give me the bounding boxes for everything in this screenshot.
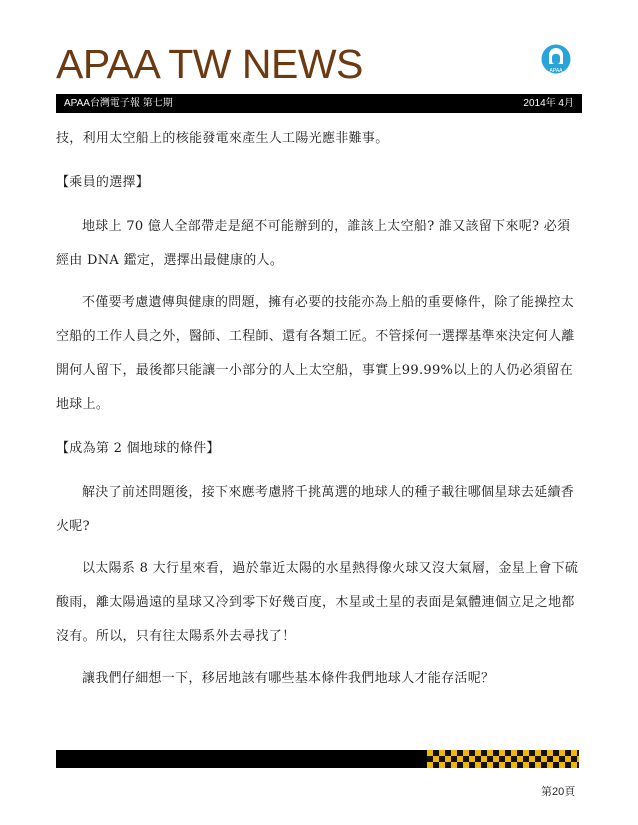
issue-label: APAA台灣電子報 第七期 xyxy=(64,98,173,109)
checker-square xyxy=(457,762,463,768)
checker-square xyxy=(427,762,433,768)
checker-square xyxy=(523,762,529,768)
checker-square xyxy=(517,756,523,762)
checker-square xyxy=(505,756,511,762)
checker-square xyxy=(571,756,577,762)
newsletter-title: APAA TW NEWS xyxy=(56,41,363,87)
checker-square xyxy=(517,762,523,768)
checker-square xyxy=(463,762,469,768)
checker-square xyxy=(493,756,499,762)
checker-square xyxy=(463,756,469,762)
checker-square xyxy=(547,750,553,756)
logo-text: APAA xyxy=(549,68,563,74)
checker-square xyxy=(535,762,541,768)
checker-square xyxy=(529,750,535,756)
checker-square xyxy=(517,750,523,756)
checker-square xyxy=(469,756,475,762)
apaa-logo-icon xyxy=(541,43,571,77)
checker-square xyxy=(493,750,499,756)
checker-square xyxy=(445,756,451,762)
checker-square xyxy=(505,762,511,768)
article-body xyxy=(56,122,582,704)
issue-date: 2014年 4月 xyxy=(523,98,574,109)
checker-square xyxy=(493,762,499,768)
checker-square xyxy=(487,762,493,768)
checker-square xyxy=(469,762,475,768)
checker-square xyxy=(433,756,439,762)
checker-square xyxy=(529,756,535,762)
checker-square xyxy=(547,756,553,762)
checker-square xyxy=(559,756,565,762)
checker-square xyxy=(571,750,577,756)
checker-square xyxy=(571,762,577,768)
checker-square xyxy=(523,750,529,756)
checker-square xyxy=(577,762,579,768)
checker-square xyxy=(481,756,487,762)
checker-square xyxy=(481,762,487,768)
checker-square xyxy=(427,756,433,762)
checker-square xyxy=(433,762,439,768)
checker-square xyxy=(475,750,481,756)
checker-square xyxy=(577,750,579,756)
checker-square xyxy=(535,750,541,756)
checker-square xyxy=(451,750,457,756)
checker-square xyxy=(499,762,505,768)
checker-square xyxy=(565,750,571,756)
checker-square xyxy=(439,762,445,768)
checker-square xyxy=(535,756,541,762)
checker-square xyxy=(439,756,445,762)
checker-square xyxy=(481,750,487,756)
paragraph-planet-1: 解決了前述問題後，接下來應考慮將千挑萬選的地球人的種子載往哪個星球去延續香火呢? xyxy=(56,485,575,534)
checker-square xyxy=(547,762,553,768)
checker-square xyxy=(475,756,481,762)
checker-square xyxy=(541,750,547,756)
checker-square xyxy=(439,750,445,756)
checker-square xyxy=(553,762,559,768)
checker-square xyxy=(475,762,481,768)
checker-square xyxy=(433,750,439,756)
page-number: 第20頁 xyxy=(541,786,576,798)
checker-square xyxy=(451,756,457,762)
section-heading-planet: 【成為第 2 個地球的條件】 xyxy=(56,441,220,456)
checker-square xyxy=(499,750,505,756)
checker-square xyxy=(463,750,469,756)
checker-square xyxy=(559,762,565,768)
intro-line: 技，利用太空船上的核能發電來產生人工陽光應非難事。 xyxy=(56,131,389,146)
checker-square xyxy=(565,756,571,762)
checker-square xyxy=(427,750,433,756)
paragraph-planet-3: 讓我們仔細想一下，移居地該有哪些基本條件我們地球人才能存活呢？ xyxy=(82,671,495,686)
checker-square xyxy=(529,762,535,768)
checker-square xyxy=(577,756,579,762)
header-bar xyxy=(56,94,582,113)
checker-square xyxy=(553,750,559,756)
paragraph-planet-2: 以太陽系 8 大行星來看，過於靠近太陽的水星熱得像火球又沒大氣層，金星上會下硫酸雨，離太陽過遠的星球又冷到零下好幾百度，木星或土星的表面是氣體連個立足之地都沒有。所以，只有往太陽系外去尋找了！ xyxy=(56,561,579,644)
checker-square xyxy=(511,750,517,756)
checker-square xyxy=(559,750,565,756)
checker-square xyxy=(523,756,529,762)
checker-square xyxy=(487,750,493,756)
checker-square xyxy=(457,750,463,756)
checker-square xyxy=(541,756,547,762)
checker-square xyxy=(451,762,457,768)
footer-bar xyxy=(56,750,427,768)
checkered-pattern xyxy=(427,750,579,768)
checker-square xyxy=(445,762,451,768)
checker-square xyxy=(541,762,547,768)
paragraph-crew-1: 地球上 70 億人全部帶走是絕不可能辦到的，誰該上太空船? 誰又該留下來呢? 必須經由 DNA 鑑定，選擇出最健康的人。 xyxy=(56,219,571,268)
checker-square xyxy=(505,750,511,756)
checker-square xyxy=(511,756,517,762)
paragraph-crew-2: 不僅要考慮遺傳與健康的問題，擁有必要的技能亦為上船的重要條件，除了能操控太空船的工作人員之外，醫師、工程師、還有各類工匠。不管採何一選擇基準來決定何人離開何人留下，最後都只能讓一小部分的人上太空船，事實上99.99%以上的人仍必須留在地球上。 xyxy=(56,295,575,412)
checker-square xyxy=(445,750,451,756)
checker-square xyxy=(469,750,475,756)
checker-square xyxy=(499,756,505,762)
checker-square xyxy=(553,756,559,762)
checker-square xyxy=(511,762,517,768)
checker-square xyxy=(487,756,493,762)
checker-square xyxy=(565,762,571,768)
section-heading-crew: 【乘員的選擇】 xyxy=(56,175,150,190)
checker-square xyxy=(457,756,463,762)
